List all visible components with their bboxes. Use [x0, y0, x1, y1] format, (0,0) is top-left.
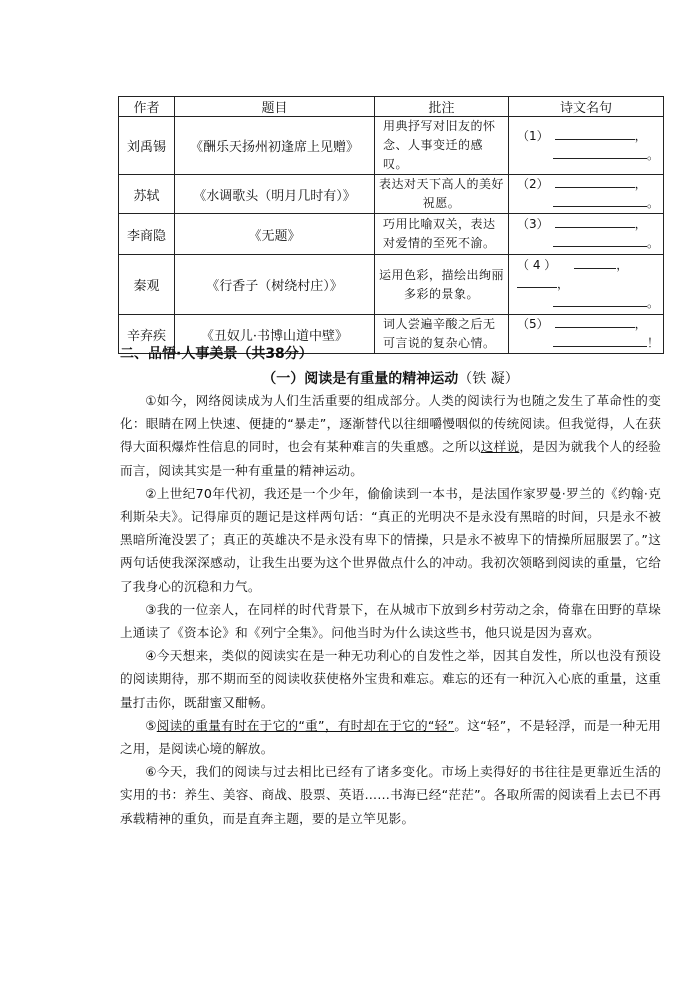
author-cell: 刘禹锡 [119, 117, 175, 175]
table-row [119, 214, 664, 255]
header-note: 批注 [375, 97, 509, 117]
note-cell: 词人尝遍辛酸之后无可言说的复杂心情。 [375, 315, 509, 354]
table-row [119, 117, 664, 175]
punct: ， [557, 277, 570, 291]
answer-blank[interactable] [553, 146, 647, 159]
paragraph-number: ① [145, 393, 157, 408]
answer-blank[interactable] [555, 127, 635, 140]
punct: ， [634, 128, 647, 143]
punct: 。 [647, 147, 660, 162]
title-cell: 《无题》 [175, 214, 375, 255]
article-author: （铁 凝） [458, 371, 519, 387]
note-cell: 运用色彩，描绘出绚丽多彩的景象。 [375, 255, 509, 315]
paragraph-1 [120, 389, 661, 482]
punct: ， [616, 258, 629, 272]
note-cell: 表达对天下高人的美好祝愿。 [375, 175, 509, 214]
answer-blank[interactable] [574, 256, 616, 269]
paragraph-text: ，是因为就我个人的经验而言，阅读其实是一种有重量的精神运动。 [120, 439, 661, 478]
paragraph-text: 如今，网络阅读成为人们生活重要的组成部分。人类的阅读行为也随之发生了革命性的变化：眼睛在网上快速、便捷的“暴走”，逐渐替代以往细嚼慢咽似的传统阅读。但我觉得，人在获得大面积爆炸性信息的同时，也会有某种难言的失重感。之所以 [120, 393, 661, 455]
punct: 。 [647, 236, 660, 250]
header-lines: 诗文名句 [509, 97, 664, 117]
title-cell: 《丑奴儿·书博山道中壁》 [175, 315, 375, 354]
underlined-phrase: 这样说 [480, 439, 520, 455]
table-row [119, 255, 664, 315]
punct: ， [634, 217, 647, 231]
answer-number: （2） [517, 177, 549, 191]
paragraph-6: ⑥今天，我们的阅读与过去相比已经有了诸多变化。市场上卖得好的书往往是更靠近生活的实用的书：养生、美容、商战、股票、英语……书海已经“茫茫”。各取所需的阅读看上去已不再承载精神的重负，而是直奔主题，要的是立竿见影。 [120, 764, 661, 826]
article-body [120, 389, 661, 830]
answer-cell [509, 315, 664, 354]
paragraph-2: ②上世纪70年代初，我还是一个少年，偷偷读到一本书，是法国作家罗曼·罗兰的《约翰·克利斯朵夫》。记得扉页的题记是这样两句话：“真正的光明决不是永没有黑暗的时间，只是永不被黑暗所淹没罢了；真正的英雄决不是永没有卑下的情操，只是永不被卑下的情操所屈服罢了。”这两句话使我深深感动，让我生出要为这个世界做点什么的冲动。我初次领略到阅读的重量，它给了我身心的沉稳和力气。 [120, 485, 661, 594]
answer-number: （1） [517, 128, 549, 143]
answer-blank[interactable] [553, 234, 647, 247]
paragraph-text: 。这“轻”，不是轻浮，而是一种无用之用，是阅读心境的解放。 [120, 717, 661, 757]
answer-number: （3） [517, 217, 549, 231]
section-heading: 二、品悟·人事美景（共38分） [120, 346, 313, 362]
table-header-row [119, 97, 664, 117]
note-cell: 用典抒写对旧友的怀念、人事变迁的感叹。 [375, 117, 509, 175]
title-cell: 《水调歌头（明月几时有）》 [175, 175, 375, 214]
answer-blank[interactable] [555, 175, 635, 188]
answer-cell [509, 117, 664, 175]
answer-cell [509, 255, 664, 315]
article-heading [120, 368, 661, 388]
paragraph-number: ⑤ [145, 717, 157, 733]
title-cell: 《酬乐天扬州初逢席上见赠》 [175, 117, 375, 175]
answer-cell [509, 214, 664, 255]
punct: ， [634, 317, 647, 331]
answer-blank[interactable] [517, 275, 557, 288]
poem-table [118, 96, 664, 354]
author-cell: 秦观 [119, 255, 175, 315]
answer-number: （ 4 ） [517, 258, 557, 272]
paragraph-5 [120, 714, 661, 760]
paragraph-3: ③我的一位亲人，在同样的时代背景下，在从城市下放到乡村劳动之余，倚靠在田野的草垛上通读了《资本论》和《列宁全集》。问他当时为什么读这些书，他只说是因为喜欢。 [120, 601, 661, 641]
answer-blank[interactable] [555, 315, 635, 328]
answer-blank[interactable] [553, 334, 647, 347]
table-row [119, 175, 664, 214]
author-cell: 苏轼 [119, 175, 175, 214]
note-cell: 巧用比喻双关，表达对爱情的至死不渝。 [375, 214, 509, 255]
answer-cell [509, 175, 664, 214]
header-title: 题目 [175, 97, 375, 117]
paragraph-4: ④今天想来，类似的阅读实在是一种无功利心的自发性之举，因其自发性，所以也没有预设的阅读期待，那不期而至的阅读收获使格外宝贵和难忘。难忘的还有一种沉入心底的重量，这重量打击你，既甜蜜又酣畅。 [120, 648, 661, 710]
punct: 。 [647, 196, 660, 210]
title-cell: 《行香子（树绕村庄）》 [175, 255, 375, 315]
article-title: （一）阅读是有重量的精神运动 [262, 371, 459, 387]
header-author: 作者 [119, 97, 175, 117]
author-cell: 辛弃疾 [119, 315, 175, 354]
punct: 。 [647, 296, 660, 310]
author-cell: 李商隐 [119, 214, 175, 255]
answer-number: （5） [517, 317, 549, 331]
punct: ， [634, 177, 647, 191]
answer-blank[interactable] [553, 294, 647, 307]
underlined-sentence: 阅读的重量有时在于它的“重”，有时却在于它的“轻” [156, 717, 455, 733]
answer-blank[interactable] [555, 215, 635, 228]
punct: ！ [647, 336, 660, 350]
answer-blank[interactable] [553, 194, 647, 207]
